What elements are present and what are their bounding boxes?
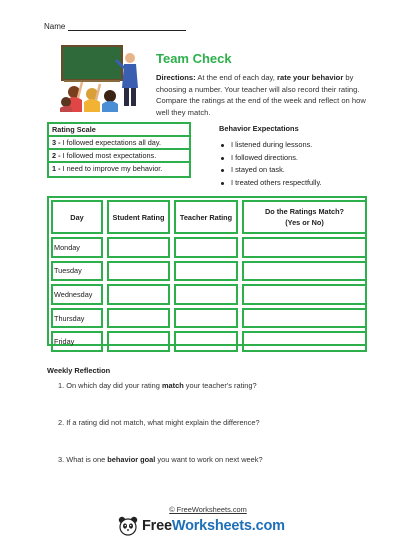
- teacher-rating-cell[interactable]: [174, 284, 238, 305]
- question-emphasis: behavior goal: [107, 455, 156, 464]
- weekly-reflection-heading: Weekly Reflection: [47, 366, 111, 375]
- expectations-heading: Behavior Expectations: [219, 124, 299, 133]
- question-text: 3. What is one: [58, 455, 108, 464]
- reflection-question-2: [58, 418, 260, 427]
- name-field: [44, 22, 186, 31]
- classroom-illustration: [60, 44, 146, 112]
- panda-icon: [118, 516, 138, 536]
- directions-label: Directions:: [156, 73, 196, 82]
- list-item: I followed directions.: [219, 152, 322, 165]
- rating-scale-row-1: [49, 163, 189, 176]
- day-friday: Friday: [51, 331, 103, 352]
- list-item: I stayed on task.: [219, 164, 322, 177]
- expectations-list: [219, 139, 322, 189]
- match-cell[interactable]: [242, 331, 367, 352]
- teacher-rating-cell[interactable]: [174, 261, 238, 282]
- student-rating-cell[interactable]: [107, 237, 170, 258]
- list-item: I listened during lessons.: [219, 139, 322, 152]
- logo-free: Free: [142, 518, 172, 534]
- name-line[interactable]: [68, 23, 186, 31]
- name-label: Name: [44, 22, 66, 31]
- rating-scale-row-2: [49, 150, 189, 163]
- rating-table: [47, 196, 367, 346]
- teacher-rating-cell[interactable]: [174, 237, 238, 258]
- rating-scale-row-3: [49, 137, 189, 150]
- header-student-rating: Student Rating: [107, 200, 170, 234]
- question-emphasis: match: [161, 381, 184, 390]
- logo-text: [142, 518, 285, 534]
- header-day: Day: [51, 200, 103, 234]
- day-tuesday: Tuesday: [51, 261, 103, 282]
- logo-worksheets: Worksheets.com: [171, 518, 285, 534]
- student-rating-cell[interactable]: [107, 308, 170, 329]
- match-cell[interactable]: [242, 284, 367, 305]
- directions-text: [156, 72, 374, 118]
- teacher-rating-cell[interactable]: [174, 308, 238, 329]
- rating-number: 1 -: [52, 164, 61, 173]
- directions-part-b: by choosing a number. Your teacher will also record their rating. Compare the ratings at the end of the week and reflect on how well they match.: [156, 73, 366, 117]
- day-wednesday: Wednesday: [51, 284, 103, 305]
- behavior-expectations: [219, 124, 322, 189]
- rating-number: 3 -: [52, 138, 61, 147]
- page-title: Team Check: [156, 51, 232, 66]
- student-rating-cell[interactable]: [107, 261, 170, 282]
- rating-number: 2 -: [52, 151, 61, 160]
- question-text: your teacher's rating?: [183, 381, 257, 390]
- reflection-question-1: [58, 381, 257, 390]
- student-rating-cell[interactable]: [107, 284, 170, 305]
- match-cell[interactable]: [242, 261, 367, 282]
- reflection-question-3: [58, 455, 263, 464]
- question-text: 1. On which day did your rating: [58, 381, 162, 390]
- question-text: you want to work on next week?: [155, 455, 263, 464]
- copyright-link[interactable]: © FreeWorksheets.com: [169, 505, 247, 514]
- site-logo: [118, 515, 285, 537]
- day-monday: Monday: [51, 237, 103, 258]
- teacher-rating-cell[interactable]: [174, 331, 238, 352]
- student-rating-cell[interactable]: [107, 331, 170, 352]
- rating-text: I need to improve my behavior.: [60, 164, 163, 173]
- header-match-title: Do the Ratings Match?: [264, 207, 345, 216]
- rating-scale-heading: Rating Scale: [49, 124, 189, 137]
- directions-part-a: At the end of each day,: [195, 73, 278, 82]
- header-match: [242, 200, 367, 234]
- header-teacher-rating: Teacher Rating: [174, 200, 238, 234]
- rating-text: I followed expectations all day.: [60, 138, 161, 147]
- match-cell[interactable]: [242, 237, 367, 258]
- rating-scale-box: [47, 122, 191, 178]
- list-item: I treated others respectfully.: [219, 177, 322, 190]
- match-cell[interactable]: [242, 308, 367, 329]
- day-thursday: Thursday: [51, 308, 103, 329]
- directions-emphasis: rate your behavior: [277, 73, 344, 82]
- header-match-sub: (Yes or No): [285, 218, 324, 227]
- rating-text: I followed most expectations.: [60, 151, 157, 160]
- question-text: 2. If a rating did not match, what might explain the difference?: [58, 418, 260, 427]
